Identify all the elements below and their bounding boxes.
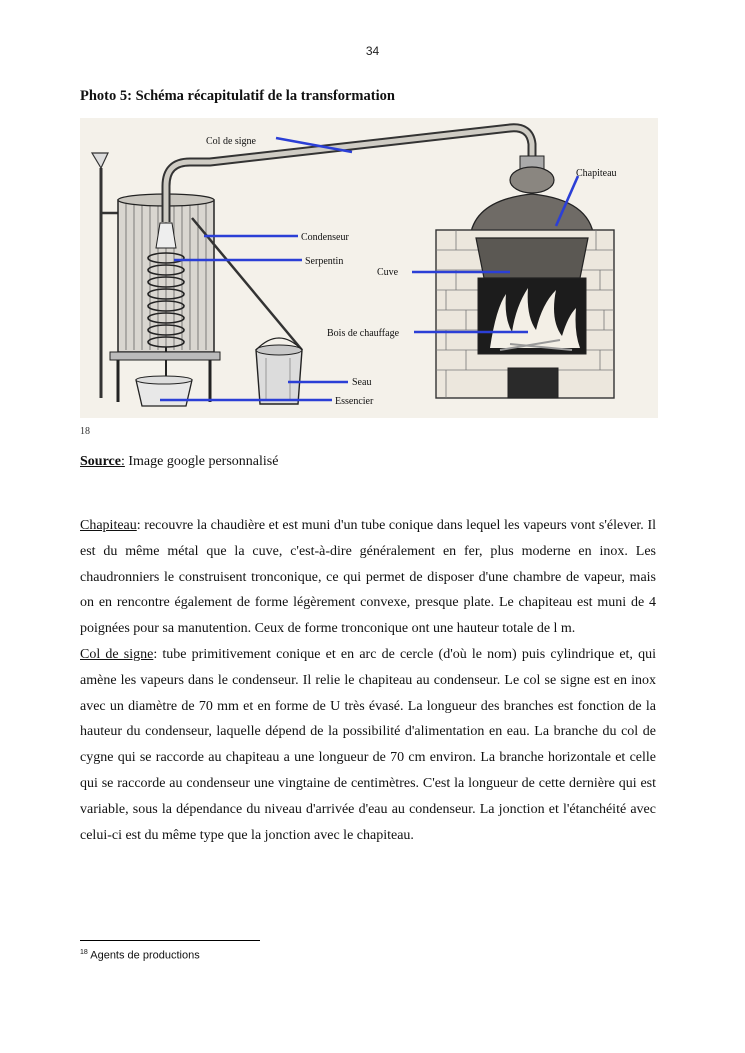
label-bois-de-chauffage: Bois de chauffage [327,328,400,339]
label-essencier: Essencier [335,396,374,407]
source-separator: : [120,454,125,469]
definition-chapiteau: : recouvre la chaudière et est muni d'un tube conique dans lequel les vapeurs vont s'élever. Il est du même métal que la cuve, c'est-à-dire généralement en fer, plus moderne en inox. Les chaudronniers le construisent tronconique, ce qui permet de disposer d'une chambre de vapeur, mais on en rencontre également de forme légèrement convexe, presque plate. Le chapiteau est muni de 4 poignées pour sa manutention. Ceux de forme tronconique ont une hauteur totale de l m. [80,518,656,637]
label-col-de-signe: Col de signe [206,136,256,147]
figure-title: Photo 5: Schéma récapitulatif de la transformation [80,88,395,104]
source-line [80,454,278,470]
label-serpentin: Serpentin [305,256,344,267]
paragraph-col-de-signe [80,642,656,848]
term-chapiteau: Chapiteau [80,518,137,533]
footnote-text: Agents de productions [87,949,200,962]
bucket [256,338,302,404]
figure-footnote-reference: 18 [80,426,90,437]
label-chapiteau: Chapiteau [576,168,617,179]
body-text [80,513,656,848]
label-seau: Seau [352,377,372,388]
page-number: 34 [365,44,380,58]
paragraph-chapiteau [80,513,656,642]
term-col-de-signe: Col de signe [80,646,154,662]
distillation-diagram [80,118,658,418]
source-text: Image google personnalisé [124,454,279,469]
definition-col-de-signe: : tube primitivement conique et en arc de cercle (d'où le nom) puis cylindrique et, qui amène les vapeurs dans le condenseur. Il relie le chapiteau au condenseur. Le col se signe est en inox avec un diamètre de 70 mm et en forme de U très évasé. La longueur des branches est fonction de la hauteur du condenseur, laquelle dépend de la possibilité d'alimentation en eau. La branche du col de cygne qui se raccorde au chapiteau a une longueur de 70 cm environ. La branche horizontale et celle qui se raccorde au condenseur une vingtaine de centimètres. C'est la longueur de cette dernière qui est variable, sous la dépendance du niveau d'arrivée d'eau au condenseur. La jonction et l'étanchéité avec celui-ci est du même type que la jonction avec le chapiteau. [80,646,656,843]
source-label: Source [80,454,121,469]
footnote [80,949,200,962]
footnote-number: 18 [80,949,88,956]
footnote-separator [80,940,260,941]
label-condenseur: Condenseur [301,232,349,243]
label-cuve: Cuve [377,267,399,278]
